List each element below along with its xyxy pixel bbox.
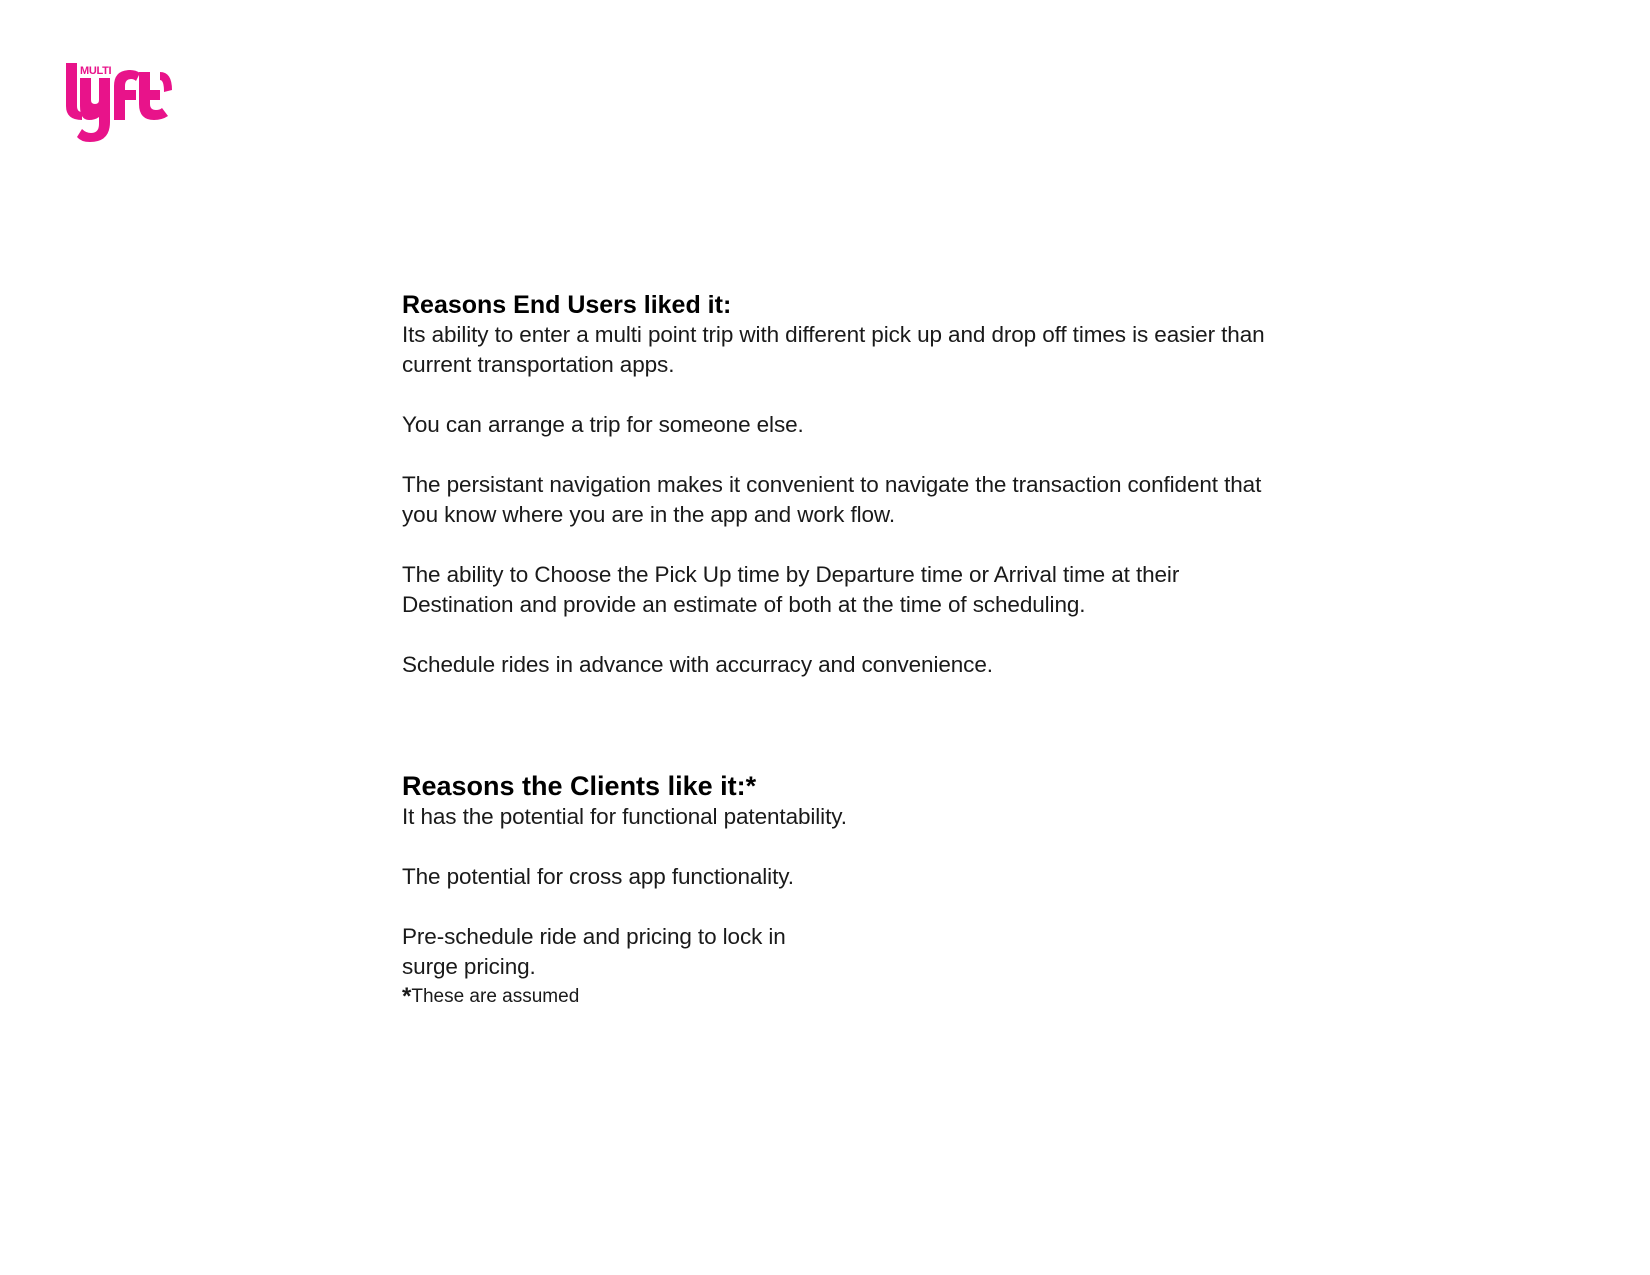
footnote <box>402 984 1282 1010</box>
clients-reason-2: The potential for cross app functionality. <box>402 864 794 889</box>
end-users-reason-1: Its ability to enter a multi point trip with different pick up and drop off times is easier than current transportation apps. <box>402 322 1265 377</box>
footnote-marker: * <box>402 983 412 1010</box>
end-users-reason-4: The ability to Choose the Pick Up time by Departure time or Arrival time at their Destination and provide an estimate of both at the time of scheduling. <box>402 562 1180 617</box>
svg-text:MULTI: MULTI <box>80 65 112 77</box>
end-users-reason-3: The persistant navigation makes it convenient to navigate the transaction confident that you know where you are in the app and work flow. <box>402 472 1262 527</box>
clients-reason-3: Pre-schedule ride and pricing to lock in surge pricing. <box>402 924 786 979</box>
clients-reason-1: It has the potential for functional patentability. <box>402 804 847 829</box>
logo-main-text <box>64 142 65 143</box>
footnote-text: These are assumed <box>411 986 580 1007</box>
main-content <box>402 290 1282 1010</box>
end-users-heading: Reasons End Users liked it: <box>402 291 732 319</box>
lyft-logo-icon <box>64 62 176 142</box>
end-users-reason-5: Schedule rides in advance with accurracy and convenience. <box>402 652 993 677</box>
end-users-reason-2: You can arrange a trip for someone else. <box>402 412 804 437</box>
multi-lyft-logo <box>64 62 176 142</box>
logo-small-text <box>64 142 65 143</box>
clients-heading: Reasons the Clients like it:* <box>402 771 757 801</box>
